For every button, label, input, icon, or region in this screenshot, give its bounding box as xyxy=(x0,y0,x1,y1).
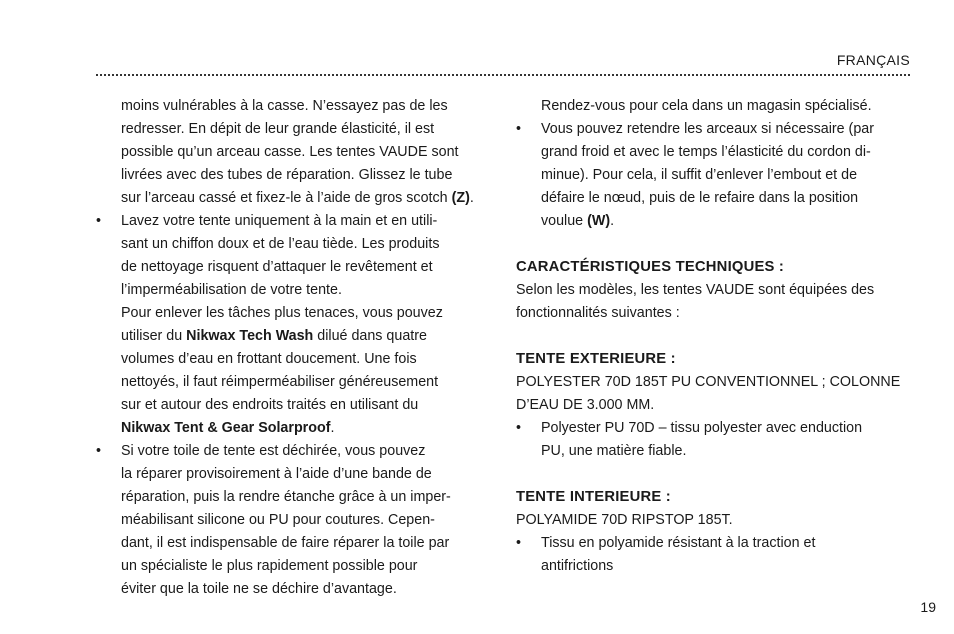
text-line: D’EAU DE 3.000 MM. xyxy=(516,397,655,413)
right-column xyxy=(516,95,914,578)
product-name: Nikwax Tech Wash xyxy=(186,328,314,344)
text-line xyxy=(541,210,914,233)
section-heading-tech: CARACTÉRISTIQUES TECHNIQUES : xyxy=(516,259,785,275)
text-line: fonctionnalités suivantes : xyxy=(516,305,680,321)
text-run: utiliser du xyxy=(121,328,187,344)
text-line: réparation, puis la rendre étanche grâce à un imper- xyxy=(121,489,451,505)
text-run: dilué dans quatre xyxy=(313,328,427,344)
text-line: défaire le nœud, puis de le refaire dans la position xyxy=(541,190,859,206)
text-run: voulue xyxy=(541,213,588,229)
text-line: PU, une matière fiable. xyxy=(541,443,687,459)
text-run: . xyxy=(610,213,615,229)
text-run: . xyxy=(469,190,474,206)
text-line: un spécialiste le plus rapidement possible pour xyxy=(121,558,418,574)
bullet-item-washing xyxy=(96,210,491,440)
text-line: Lavez votre tente uniquement à la main et en utili- xyxy=(121,213,438,229)
bullet-item-repair xyxy=(96,440,491,601)
figure-ref: (Z) xyxy=(451,190,470,206)
text-line: Vous pouvez retendre les arceaux si nécessaire (par xyxy=(541,121,874,137)
text-line: Si votre toile de tente est déchirée, vous pouvez xyxy=(121,443,426,459)
text-line: possible qu’un arceau casse. Les tentes VAUDE sont xyxy=(121,144,459,160)
product-name: Nikwax Tent & Gear Solarproof xyxy=(121,420,331,436)
text-line: méabilisant silicone ou PU pour coutures. Cepen- xyxy=(121,512,435,528)
text-line: nettoyés, il faut réimperméabiliser généreusement xyxy=(121,374,439,390)
bullet-icon: • xyxy=(516,535,522,551)
text-line xyxy=(121,187,491,210)
dotted-divider xyxy=(96,74,910,76)
text-line: Rendez-vous pour cela dans un magasin spécialisé. xyxy=(541,98,872,114)
bullet-icon: • xyxy=(516,420,522,436)
text-line: l’imperméabilisation de votre tente. xyxy=(121,282,342,298)
text-line: de nettoyage risquent d’attaquer le revêtement et xyxy=(121,259,433,275)
language-label: FRANÇAIS xyxy=(836,52,910,68)
text-line: antifrictions xyxy=(541,558,614,574)
bullet-icon: • xyxy=(516,121,522,137)
text-line: dant, il est indispensable de faire réparer la toile par xyxy=(121,535,450,551)
figure-ref: (W) xyxy=(587,213,611,229)
text-line: sant un chiffon doux et de l’eau tiède. Les produits xyxy=(121,236,440,252)
text-line: livrées avec des tubes de réparation. Glissez le tube xyxy=(121,167,453,183)
text-line: Selon les modèles, les tentes VAUDE sont équipées des xyxy=(516,282,875,298)
text-line: grand froid et avec le temps l’élasticité du cordon di- xyxy=(541,144,871,160)
text-line xyxy=(121,325,491,348)
text-line: la réparer provisoirement à l’aide d’une bande de xyxy=(121,466,432,482)
text-line: POLYAMIDE 70D RIPSTOP 185T. xyxy=(516,512,733,528)
text-line: éviter que la toile ne se déchire d’avantage. xyxy=(121,581,397,597)
bullet-item-inner-fabric xyxy=(516,532,914,578)
text-run: sur l’arceau cassé et fixez-le à l’aide de gros scotch xyxy=(121,190,452,206)
text-line: Pour enlever les tâches plus tenaces, vous pouvez xyxy=(121,305,443,321)
text-line: sur et autour des endroits traités en utilisant du xyxy=(121,397,419,413)
bullet-item-outer-fabric xyxy=(516,417,914,463)
paragraph-continuation xyxy=(96,95,491,210)
section-heading-outer-tent: TENTE EXTERIEURE : xyxy=(516,351,676,367)
text-line: Polyester PU 70D – tissu polyester avec enduction xyxy=(541,420,863,436)
bullet-icon: • xyxy=(96,443,102,459)
bullet-icon: • xyxy=(96,213,102,229)
text-line: redresser. En dépit de leur grande élasticité, il est xyxy=(121,121,435,137)
text-line: moins vulnérables à la casse. N’essayez pas de les xyxy=(121,98,448,114)
bullet-item-poles xyxy=(516,118,914,233)
text-line: volumes d’eau en frottant doucement. Une fois xyxy=(121,351,417,367)
left-column xyxy=(96,95,491,601)
section-heading-inner-tent: TENTE INTERIEURE : xyxy=(516,489,671,505)
text-line xyxy=(121,417,491,440)
page-number: 19 xyxy=(920,599,936,615)
text-line: POLYESTER 70D 185T PU CONVENTIONNEL ; COLONNE xyxy=(516,374,901,390)
text-line: minue). Pour cela, il suffit d’enlever l’embout et de xyxy=(541,167,858,183)
text-run: . xyxy=(330,420,335,436)
text-line: Tissu en polyamide résistant à la traction et xyxy=(541,535,816,551)
